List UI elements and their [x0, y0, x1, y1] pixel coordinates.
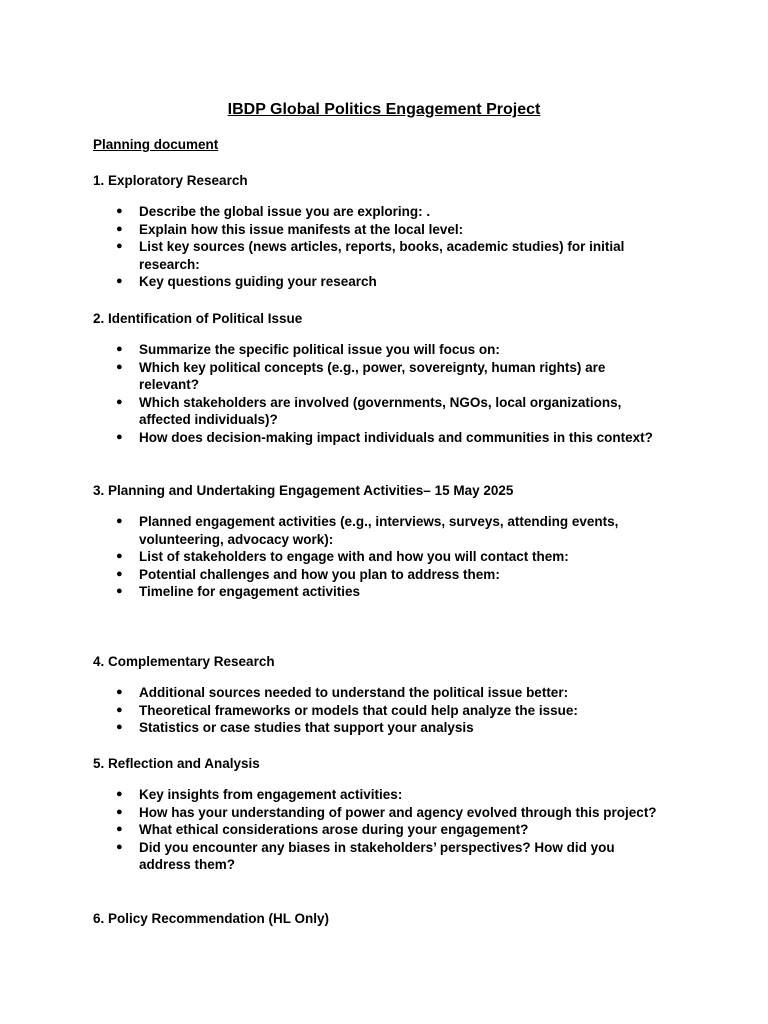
bullet-icon: ● — [116, 840, 123, 853]
bullet-icon: ● — [116, 343, 123, 355]
section-heading: 1. Exploratory Research — [93, 173, 248, 188]
bullet-list — [93, 684, 663, 737]
bullet-list — [93, 203, 663, 291]
list-item: ● Which key political concepts (e.g., power, sovereignty, human rights) are relevant? — [116, 359, 606, 392]
list-item: ● Key questions guiding your research — [116, 274, 377, 289]
bullet-icon: ● — [116, 240, 123, 252]
list-item: ● Which stakeholders are involved (governments, NGOs, local organizations, affected individuals)? — [116, 394, 622, 427]
bullet-icon: ● — [116, 515, 123, 527]
list-item: ● List of stakeholders to engage with and how you will contact them: — [116, 549, 569, 564]
list-item: ● Theoretical frameworks or models that could help analyze the issue: — [116, 702, 578, 718]
bullet-icon: ● — [116, 703, 123, 716]
bullet-icon: ● — [116, 567, 123, 580]
bullet-list — [93, 513, 663, 601]
list-item: ● Planned engagement activities (e.g., interviews, surveys, attending events, volunteering, advocacy work): — [116, 514, 619, 547]
bullet-icon: ● — [116, 585, 123, 597]
bullet-list — [93, 786, 663, 874]
list-item: ● List key sources (news articles, reports, books, academic studies) for initial research: — [116, 239, 625, 272]
bullet-icon: ● — [116, 788, 123, 800]
section-planning-engagement — [93, 482, 663, 601]
list-item: ● Summarize the specific political issue you will focus on: — [116, 342, 500, 357]
section-heading: 3. Planning and Undertaking Engagement Activities– 15 May 2025 — [93, 483, 514, 498]
bullet-icon: ● — [116, 550, 123, 562]
bullet-icon: ● — [116, 395, 123, 408]
list-item: ● How has your understanding of power and agency evolved through this project? — [116, 804, 657, 820]
section-policy-recommendation — [93, 910, 663, 927]
bullet-icon: ● — [116, 823, 123, 835]
document-title: IBDP Global Politics Engagement Project — [227, 101, 541, 118]
bullet-icon: ● — [116, 721, 123, 733]
section-heading: 5. Reflection and Analysis — [93, 756, 260, 771]
list-item: ● How does decision-making impact individuals and communities in this context? — [116, 429, 653, 445]
bullet-icon: ● — [116, 275, 123, 287]
section-identification-political-issue — [93, 310, 663, 446]
list-item: ● Describe the global issue you are exploring: . — [116, 204, 431, 219]
section-heading: 4. Complementary Research — [93, 654, 275, 669]
bullet-icon: ● — [116, 205, 123, 217]
section-heading: 6. Policy Recommendation (HL Only) — [93, 911, 330, 926]
bullet-list — [93, 341, 663, 446]
section-reflection-analysis — [93, 755, 663, 874]
bullet-icon: ● — [116, 430, 123, 443]
bullet-icon: ● — [116, 222, 123, 235]
list-item: ● Potential challenges and how you plan to address them: — [116, 566, 500, 582]
bullet-icon: ● — [116, 686, 123, 698]
list-item: ● What ethical considerations arose during your engagement? — [116, 822, 529, 837]
list-item: ● Explain how this issue manifests at the local level: — [116, 221, 464, 237]
document-subtitle: Planning document — [93, 137, 219, 152]
list-item: ● Statistics or case studies that support your analysis — [116, 720, 474, 735]
list-item: ● Additional sources needed to understand the political issue better: — [116, 685, 569, 700]
bullet-icon: ● — [116, 360, 123, 373]
list-item: ● Did you encounter any biases in stakeholders’ perspectives? How did you address them? — [116, 839, 615, 872]
list-item: ● Timeline for engagement activities — [116, 584, 361, 599]
section-heading: 2. Identification of Political Issue — [93, 311, 303, 326]
section-complementary-research — [93, 653, 663, 737]
list-item: ● Key insights from engagement activities: — [116, 787, 403, 802]
section-exploratory-research — [93, 172, 663, 291]
bullet-icon: ● — [116, 805, 123, 818]
